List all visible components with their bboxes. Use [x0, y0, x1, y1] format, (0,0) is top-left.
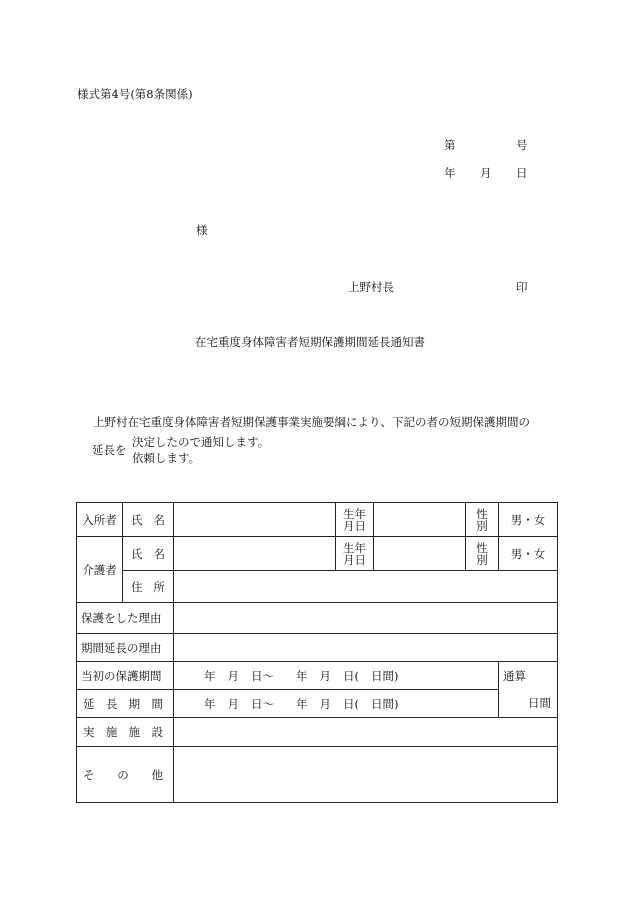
name-label-char-2: 名: [153, 512, 165, 527]
date-year: 年: [444, 166, 456, 180]
period-day-from: 日〜: [251, 696, 274, 711]
period-days: 日間): [371, 668, 399, 683]
address-label-char-2: 所: [153, 579, 165, 594]
period-day-to: 日(: [343, 696, 359, 711]
facility-label: [77, 718, 174, 747]
form-number: 様式第4号(第8条関係): [77, 87, 193, 101]
ext-label-char-4: 間: [151, 696, 163, 711]
protection-reason-row: [77, 603, 558, 634]
caregiver-address-row: [77, 571, 558, 603]
resident-row: [77, 503, 558, 537]
facility-field[interactable]: [174, 718, 558, 747]
other-char-1: そ: [83, 767, 95, 782]
doc-number-prefix: 第: [444, 138, 456, 152]
initial-period-row: [77, 662, 558, 690]
sex-label-line-2: 別: [476, 518, 488, 533]
caregiver-name-field[interactable]: [174, 537, 336, 571]
period-day-to: 日(: [343, 668, 359, 683]
document-title: 在宅重度身体障害者短期保護期間延長通知書: [195, 335, 425, 349]
birth-label-line-1: 生年: [343, 506, 366, 521]
seal-mark: 印: [516, 280, 528, 294]
resident-name-label: [123, 503, 174, 537]
sex-label-line-1: 性: [476, 540, 488, 555]
name-label-char-1: 氏: [131, 512, 143, 527]
date-month: 月: [480, 166, 492, 180]
facility-char-2: 施: [105, 725, 118, 739]
body-option-2: 依頼します。: [132, 451, 201, 465]
caregiver-birth-field[interactable]: [374, 537, 466, 571]
ext-label-char-2: 長: [105, 696, 118, 711]
period-day-from: 日〜: [251, 668, 274, 683]
facility-char-3: 施: [128, 725, 141, 739]
resident-birth-field[interactable]: [374, 503, 466, 537]
initial-period-field[interactable]: [174, 662, 499, 690]
total-days-unit: 日間: [528, 696, 551, 710]
resident-name-field[interactable]: [174, 503, 336, 537]
body-prefix: 延長を: [92, 443, 127, 457]
birth-label-line-1: 生年: [343, 540, 366, 555]
period-year-2: 年: [296, 696, 308, 711]
total-label: 通算: [503, 669, 526, 683]
extension-period-label: [77, 690, 174, 718]
period-days: 日間): [371, 696, 399, 711]
period-year-1: 年: [204, 696, 216, 711]
birth-label-line-2: 月日: [343, 518, 366, 533]
other-row: [77, 747, 558, 803]
protection-reason-field[interactable]: [174, 603, 558, 634]
caregiver-label: 介護者: [77, 537, 123, 603]
body-line-1: 上野村在宅重度身体障害者短期保護事業実施要綱により、下記の者の短期保護期間の: [93, 415, 530, 429]
resident-sex-label: [466, 503, 499, 537]
other-char-2: の: [117, 767, 129, 782]
period-month-2: 月: [319, 668, 331, 683]
extension-reason-field[interactable]: [174, 634, 558, 662]
period-month-2: 月: [319, 696, 331, 711]
facility-char-4: 設: [151, 725, 163, 739]
ext-label-char-3: 期: [128, 696, 141, 711]
caregiver-sex-options[interactable]: 男・女: [499, 537, 558, 571]
caregiver-address-label: [123, 571, 174, 603]
resident-sex-options[interactable]: 男・女: [499, 503, 558, 537]
issuer-name: 上野村長: [348, 280, 394, 294]
period-year-1: 年: [204, 668, 216, 683]
protection-reason-label: 保護をした理由: [77, 603, 174, 634]
sex-label-line-2: 別: [476, 552, 488, 567]
facility-char-1: 実: [83, 725, 95, 739]
facility-row: [77, 718, 558, 747]
period-month-1: 月: [227, 668, 239, 683]
extension-period-row: [77, 690, 558, 718]
doc-number-suffix: 号: [516, 138, 528, 152]
other-field[interactable]: [174, 747, 558, 803]
total-days-cell[interactable]: [499, 662, 558, 718]
extension-reason-row: [77, 634, 558, 662]
body-option-1: 決定したので通知します。: [132, 435, 270, 449]
name-label-char-2: 名: [153, 546, 165, 561]
other-char-3: 他: [151, 767, 163, 782]
birth-label-line-2: 月日: [343, 552, 366, 567]
period-year-2: 年: [296, 668, 308, 683]
sex-label-line-1: 性: [476, 506, 488, 521]
date-day: 日: [516, 166, 528, 180]
extension-period-field[interactable]: [174, 690, 499, 718]
caregiver-name-label: [123, 537, 174, 571]
ext-label-char-1: 延: [83, 696, 95, 711]
name-label-char-1: 氏: [131, 546, 143, 561]
caregiver-address-field[interactable]: [174, 571, 558, 603]
caregiver-birth-label: [336, 537, 374, 571]
caregiver-name-row: [77, 537, 558, 571]
addressee-suffix: 様: [196, 223, 208, 237]
resident-label: 入所者: [77, 503, 123, 537]
caregiver-sex-label: [466, 537, 499, 571]
initial-period-label: 当初の保護期間: [77, 662, 174, 690]
address-label-char-1: 住: [131, 579, 143, 594]
other-label: [77, 747, 174, 803]
extension-reason-label: 期間延長の理由: [77, 634, 174, 662]
resident-birth-label: [336, 503, 374, 537]
period-month-1: 月: [227, 696, 239, 711]
extension-form-table: [76, 502, 558, 803]
